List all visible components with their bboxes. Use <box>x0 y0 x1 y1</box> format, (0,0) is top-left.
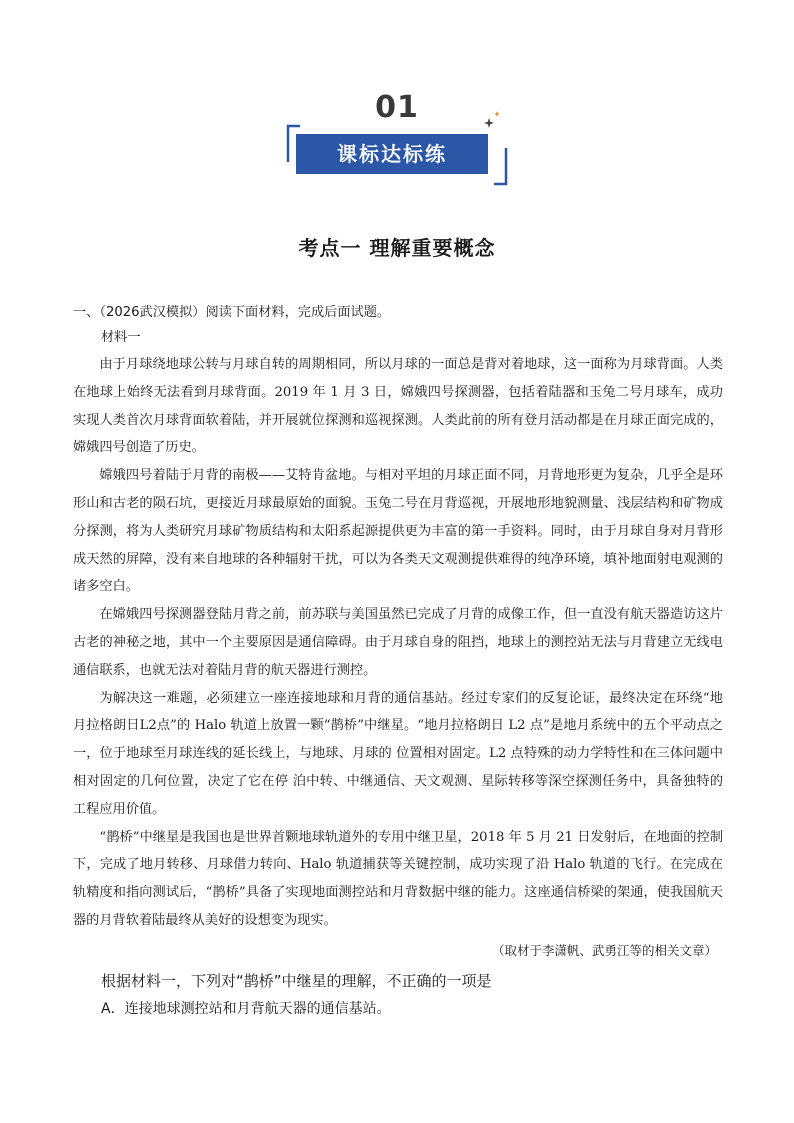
question-intro: 一、（2026武汉模拟）阅读下面材料，完成后面试题。 <box>73 305 391 320</box>
chapter-number: 01 <box>375 90 419 125</box>
section-title: 考点一 理解重要概念 <box>298 236 496 260</box>
material-paragraph: 由于月球绕地球公转与月球自转的周期相同，所以月球的一面总是背对着地球，这一面称为月球背面。人类在地球上始终无法看到月球背面。2019 年 1 月 3 日，嫦娥四号探测器，包括着陆器和玉兔二号月球车，成功实现人类首次月球背面软着陆，并开展就位探测和巡视探测。人类此前的所有登月活动都是在月球正面完成的，嫦娥四号创造了历史。 <box>73 357 723 456</box>
question-prompt: 根据材料一，下列对“鹊桥”中继星的理解，不正确的一项是 <box>101 971 492 990</box>
material-paragraph: “鹊桥”中继星是我国也是世界首颗地球轨道外的专用中继卫星，2018 年 5 月 21 日发射后，在地面的控制下，完成了地月转移、月球借力转向、Halo 轨道捕获等关键控制，成功实现了沿 Halo 轨道的飞行。在完成在轨精度和指向测试后，“鹊桥”具备了实现地面测控站和月背数据中继的能力。这座通信桥梁的架通，使我国航天器的月背软着陆最终从美好的设想变为现实。 <box>73 829 723 928</box>
section-badge <box>286 124 508 186</box>
material-paragraph: 为解决这一难题，必须建立一座连接地球和月背的通信基站。经过专家们的反复论证，最终决定在环绕“地月拉格朗日L2点”的 Halo 轨道上放置一颗“鹊桥”中继星。“地月拉格朗日 L2 点”是地月系统中的五个平动点之一，位于地球至月球连线的延长线上，与地球、月球的 位置相对固定。L2 点特殊的动力学特性和在三体问题中相对固定的几何位置，决定了它在停 泊中转、中继通信、天文观测、星际转移等深空探测任务中，具备独特的工程应用价值。 <box>73 690 724 817</box>
material-paragraph: 在嫦娥四号探测器登陆月背之前，前苏联与美国虽然已完成了月背的成像工作，但一直没有航天器造访这片古老的神秘之地，其中一个主要原因是通信障碍。由于月球自身的阻挡，地球上的测控站无法与月背建立无线电通信联系，也就无法对着陆月背的航天器进行测控。 <box>73 607 723 678</box>
material-label: 材料一 <box>101 330 141 345</box>
answer-option-a: A．连接地球测控站和月背航天器的通信基站。 <box>101 1000 391 1017</box>
question-block <box>73 302 723 1023</box>
source-citation: （取材于李潇帆、武勇江等的相关文章） <box>491 942 717 958</box>
material-paragraph: 嫦娥四号着陆于月背的南极——艾特肯盆地。与相对平坦的月球正面不同，月背地形更为复杂，几乎全是环形山和古老的陨石坑，更接近月球最原始的面貌。玉兔二号在月背巡视，开展地形地貌测量、浅层结构和矿物成分探测，将为人类研究月球矿物质结构和太阳系起源提供更为丰富的第一手资料。同时，由于月球自身对月背形成天然的屏障，没有来自地球的各种辐射干扰，可以为各类天文观测提供难得的纯净环境，填补地面射电观测的诸多空白。 <box>73 468 723 595</box>
sparkle-icon <box>482 110 504 132</box>
badge-label: 课标达标练 <box>296 134 488 174</box>
